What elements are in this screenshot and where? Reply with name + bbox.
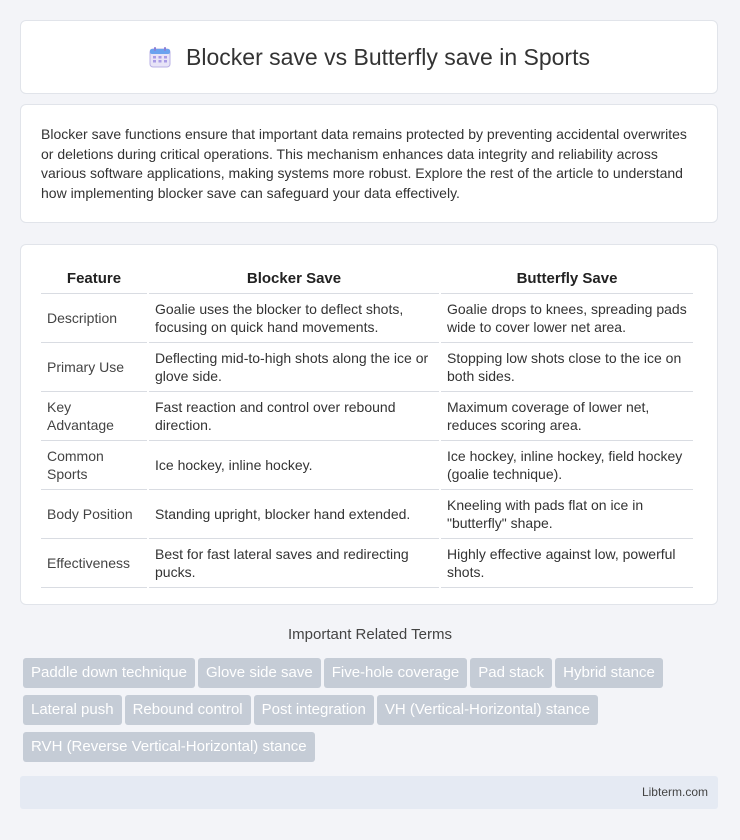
related-term-tag[interactable]: RVH (Reverse Vertical-Horizontal) stance (23, 732, 315, 762)
related-terms-list (23, 658, 723, 769)
related-term-tag[interactable]: Paddle down technique (23, 658, 195, 688)
comparison-table (39, 263, 695, 588)
row-feature: Description (41, 294, 147, 343)
related-term-tag[interactable]: Five-hole coverage (324, 658, 468, 688)
footer (20, 776, 718, 809)
related-term-tag[interactable]: Rebound control (125, 695, 251, 725)
related-terms-title: Important Related Terms (288, 626, 452, 643)
table-row (41, 490, 693, 539)
header-blocker-save: Blocker Save (149, 263, 439, 294)
row-blocker: Fast reaction and control over rebound direction. (149, 392, 439, 441)
comparison-table-card (20, 244, 718, 605)
related-term-tag[interactable]: Pad stack (470, 658, 552, 688)
title-card (20, 20, 718, 94)
row-blocker: Best for fast lateral saves and redirecting pucks. (149, 539, 439, 588)
row-butterfly: Ice hockey, inline hockey, field hockey (goalie technique). (441, 441, 693, 490)
related-term-tag[interactable]: Post integration (254, 695, 374, 725)
table-header-row (41, 263, 693, 294)
row-butterfly: Kneeling with pads flat on ice in "butterfly" shape. (441, 490, 693, 539)
table-row (41, 539, 693, 588)
row-butterfly: Highly effective against low, powerful shots. (441, 539, 693, 588)
row-feature: Common Sports (41, 441, 147, 490)
row-butterfly: Stopping low shots close to the ice on both sides. (441, 343, 693, 392)
row-feature: Primary Use (41, 343, 147, 392)
intro-text: Blocker save functions ensure that important data remains protected by preventing accidental overwrites or deletions during critical operations. This mechanism enhances data integrity and reliability across various software applications, making systems more robust. Explore the rest of the article to understand how implementing blocker save can safeguard your data effectively. (41, 126, 687, 201)
table-row (41, 343, 693, 392)
intro-card (20, 104, 718, 223)
row-feature: Effectiveness (41, 539, 147, 588)
row-blocker: Standing upright, blocker hand extended. (149, 490, 439, 539)
footer-site-link[interactable]: Libterm.com (641, 785, 708, 799)
related-term-tag[interactable]: Glove side save (198, 658, 321, 688)
row-blocker: Deflecting mid-to-high shots along the ice or glove side. (149, 343, 439, 392)
page-title: Blocker save vs Butterfly save in Sports (186, 43, 590, 70)
calendar-icon (148, 45, 172, 69)
row-blocker: Goalie uses the blocker to deflect shots, focusing on quick hand movements. (149, 294, 439, 343)
row-feature: Key Advantage (41, 392, 147, 441)
table-row (41, 441, 693, 490)
header-butterfly-save: Butterfly Save (441, 263, 693, 294)
related-term-tag[interactable]: Hybrid stance (555, 658, 663, 688)
row-blocker: Ice hockey, inline hockey. (149, 441, 439, 490)
table-row (41, 392, 693, 441)
related-term-tag[interactable]: Lateral push (23, 695, 122, 725)
row-feature: Body Position (41, 490, 147, 539)
related-term-tag[interactable]: VH (Vertical-Horizontal) stance (377, 695, 598, 725)
header-feature: Feature (41, 263, 147, 294)
table-row (41, 294, 693, 343)
row-butterfly: Maximum coverage of lower net, reduces scoring area. (441, 392, 693, 441)
row-butterfly: Goalie drops to knees, spreading pads wide to cover lower net area. (441, 294, 693, 343)
